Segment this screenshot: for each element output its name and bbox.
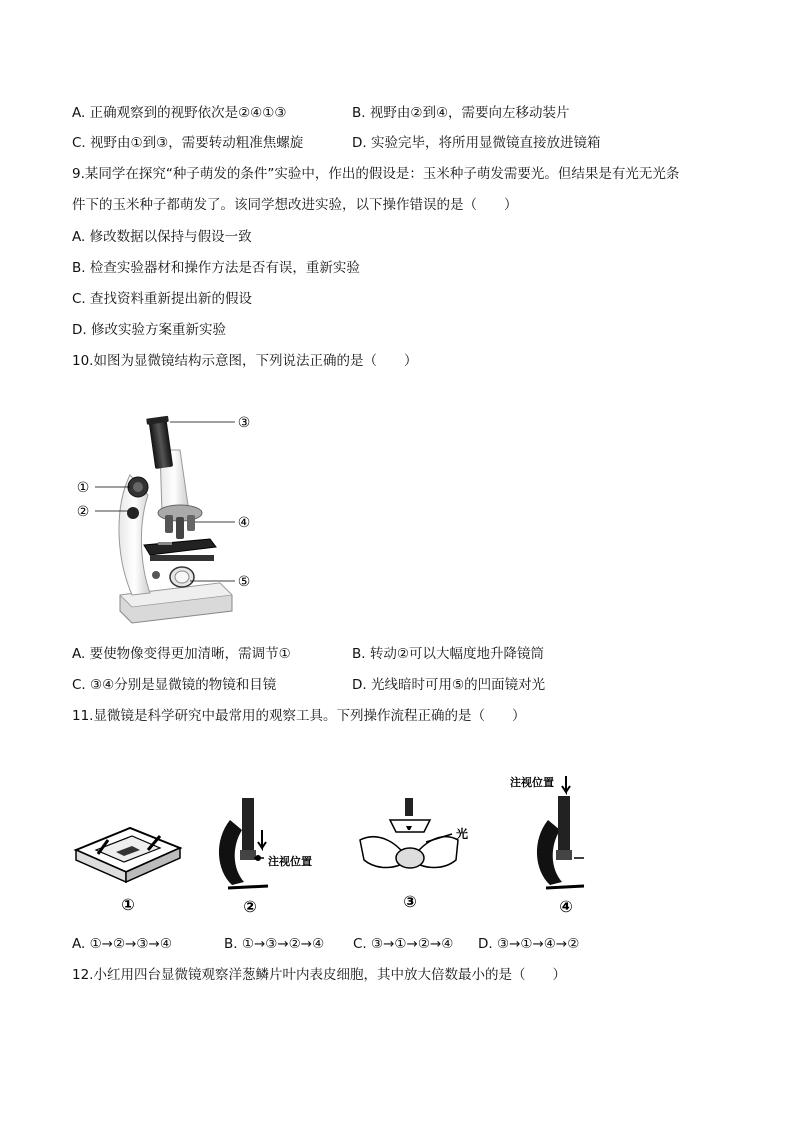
- q12-stem: 12.小红用四台显微镜观察洋葱鳞片叶内表皮细胞，其中放大倍数最小的是（ ）: [72, 967, 566, 983]
- label-3: ③: [237, 415, 251, 431]
- q10-option-c: C. ③④分别是显微镜的物镜和目镜: [72, 677, 277, 693]
- q11-panel-2-watch-label: 注视位置: [268, 855, 312, 868]
- label-2: ②: [76, 504, 90, 520]
- q11-panel-2-label: ②: [243, 897, 257, 916]
- q11-panel-1-label: ①: [121, 895, 135, 914]
- q11-option-c: C. ③→①→②→④: [353, 936, 454, 952]
- q8-option-a: A. 正确观察到的视野依次是②④①③: [72, 105, 287, 121]
- label-4: ④: [237, 515, 251, 531]
- q8-option-b: B. 视野由②到④，需要向左移动装片: [352, 105, 570, 121]
- q10-option-b: B. 转动②可以大幅度地升降镜筒: [352, 646, 544, 662]
- q11-panel-4: [500, 770, 610, 920]
- q9-stem-line2: 件下的玉米种子都萌发了。该同学想改进实验，以下操作错误的是（ ）: [72, 197, 518, 213]
- q9-option-d: D. 修改实验方案重新实验: [72, 322, 226, 338]
- q11-option-d: D. ③→①→④→②: [478, 936, 580, 952]
- q11-panel-3: [350, 790, 480, 920]
- q11-panel-3-light-label: 光: [456, 827, 469, 841]
- q11-panel-1: [68, 810, 188, 920]
- q9-option-a: A. 修改数据以保持与假设一致: [72, 229, 252, 245]
- q10-option-d: D. 光线暗时可用⑤的凹面镜对光: [352, 677, 546, 693]
- q11-panel-4-label: ④: [559, 897, 573, 916]
- q8-option-c: C. 视野由①到③，需要转动粗准焦螺旋: [72, 135, 304, 151]
- q9-option-b: B. 检查实验器材和操作方法是否有误，重新实验: [72, 260, 360, 276]
- q11-option-b: B. ①→③→②→④: [224, 936, 325, 952]
- q11-stem: 11.显微镜是科学研究中最常用的观察工具。下列操作流程正确的是（ ）: [72, 708, 526, 724]
- q11-panel-3-label: ③: [403, 892, 417, 911]
- label-5: ⑤: [237, 574, 251, 590]
- q10-stem: 10.如图为显微镜结构示意图，下列说法正确的是（ ）: [72, 353, 418, 369]
- q9-stem-line1: 9.某同学在探究“种子萌发的条件”实验中，作出的假设是：玉米种子萌发需要光。但结果是有光无光条: [72, 166, 680, 182]
- q9-option-c: C. 查找资料重新提出新的假设: [72, 291, 253, 307]
- q8-option-d: D. 实验完毕，将所用显微镜直接放进镜箱: [352, 135, 601, 151]
- q11-panel-4-watch-label: 注视位置: [510, 776, 554, 789]
- microscope-figure: [70, 405, 270, 635]
- q11-option-a: A. ①→②→③→④: [72, 936, 172, 952]
- q10-option-a: A. 要使物像变得更加清晰，需调节①: [72, 646, 291, 662]
- label-1: ①: [76, 480, 90, 496]
- q11-panel-2: [210, 790, 330, 920]
